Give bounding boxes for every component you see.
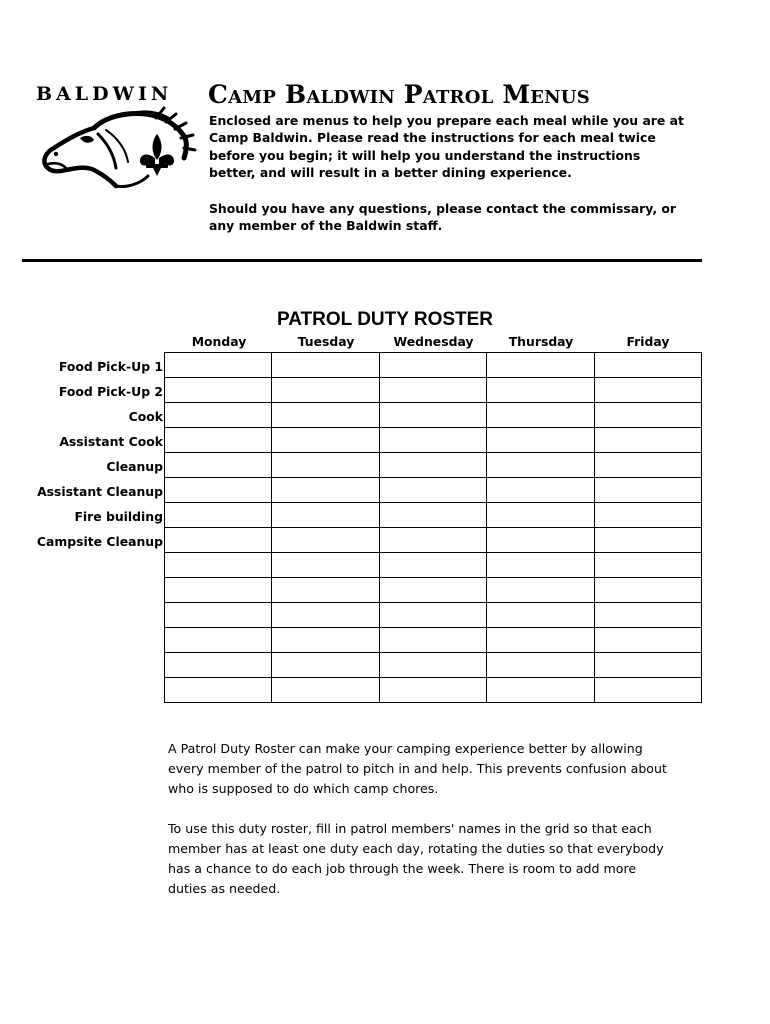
roster-cell-friday[interactable]: [594, 403, 701, 428]
roster-cell-monday[interactable]: [165, 678, 272, 703]
roster-cell-wednesday[interactable]: [379, 603, 486, 628]
day-header-monday: Monday: [191, 334, 247, 349]
roster-row: [165, 378, 702, 403]
roster-cell-friday[interactable]: [594, 503, 701, 528]
roster-cell-friday[interactable]: [594, 528, 701, 553]
roster-cell-friday[interactable]: [594, 653, 701, 678]
day-header-friday: Friday: [626, 334, 670, 349]
roster-cell-monday[interactable]: [165, 453, 272, 478]
roster-cell-monday[interactable]: [165, 578, 272, 603]
duty-label: Fire building: [74, 509, 163, 524]
roster-cell-friday[interactable]: [594, 578, 701, 603]
roster-cell-thursday[interactable]: [487, 653, 594, 678]
roster-cell-friday[interactable]: [594, 453, 701, 478]
roster-cell-thursday[interactable]: [487, 378, 594, 403]
roster-instructions: [168, 739, 668, 899]
roster-cell-monday[interactable]: [165, 553, 272, 578]
roster-cell-wednesday[interactable]: [379, 378, 486, 403]
roster-cell-monday[interactable]: [165, 353, 272, 378]
roster-cell-friday[interactable]: [594, 428, 701, 453]
horse-head-icon: [44, 108, 195, 187]
duty-label: Cleanup: [106, 459, 163, 474]
fleur-de-lis-icon: [140, 134, 174, 176]
roster-cell-friday[interactable]: [594, 603, 701, 628]
roster-cell-wednesday[interactable]: [379, 478, 486, 503]
roster-cell-wednesday[interactable]: [379, 653, 486, 678]
intro-paragraph: Should you have any questions, please contact the commissary, or any member of the Baldwin staff.: [209, 201, 677, 234]
roster-cell-thursday[interactable]: [487, 428, 594, 453]
roster-cell-thursday[interactable]: [487, 403, 594, 428]
roster-cell-thursday[interactable]: [487, 553, 594, 578]
roster-cell-thursday[interactable]: [487, 478, 594, 503]
roster-cell-monday[interactable]: [165, 528, 272, 553]
instructions-paragraph: To use this duty roster, fill in patrol members' names in the grid so that each member has at least one duty each day, rotating the duties so that everybody has a chance to do each job through the week. There is room to add more duties as needed.: [168, 821, 664, 896]
logo-wordmark: BALDWIN: [36, 83, 173, 105]
roster-cell-wednesday[interactable]: [379, 528, 486, 553]
roster-cell-wednesday[interactable]: [379, 678, 486, 703]
roster-row: [165, 403, 702, 428]
roster-cell-tuesday[interactable]: [272, 528, 379, 553]
roster-cell-wednesday[interactable]: [379, 428, 486, 453]
roster-cell-tuesday[interactable]: [272, 628, 379, 653]
roster-cell-thursday[interactable]: [487, 353, 594, 378]
roster-cell-tuesday[interactable]: [272, 578, 379, 603]
duty-label: Campsite Cleanup: [36, 534, 163, 549]
intro-paragraph: Enclosed are menus to help you prepare each meal while you are at Camp Baldwin. Please read the instructions for each meal twice before you begin; it will help you understand the instructions better, and will result in a better dining experience.: [209, 113, 684, 180]
roster-row: [165, 553, 702, 578]
roster-cell-wednesday[interactable]: [379, 628, 486, 653]
roster-cell-tuesday[interactable]: [272, 353, 379, 378]
day-header-thursday: Thursday: [508, 334, 574, 349]
roster-cell-tuesday[interactable]: [272, 503, 379, 528]
roster-cell-tuesday[interactable]: [272, 453, 379, 478]
roster-cell-thursday[interactable]: [487, 528, 594, 553]
roster-cell-tuesday[interactable]: [272, 653, 379, 678]
roster-cell-wednesday[interactable]: [379, 453, 486, 478]
duty-label: Food Pick-Up 2: [58, 384, 163, 399]
roster-row: [165, 678, 702, 703]
day-header-tuesday: Tuesday: [297, 334, 355, 349]
duty-label: Assistant Cleanup: [37, 484, 163, 499]
roster-cell-thursday[interactable]: [487, 678, 594, 703]
roster-cell-tuesday[interactable]: [272, 403, 379, 428]
roster-cell-monday[interactable]: [165, 378, 272, 403]
roster-cell-thursday[interactable]: [487, 503, 594, 528]
roster-cell-tuesday[interactable]: [272, 428, 379, 453]
roster-cell-friday[interactable]: [594, 378, 701, 403]
roster-cell-monday[interactable]: [165, 603, 272, 628]
page-title: Camp Baldwin Patrol Menus: [208, 80, 590, 109]
duty-roster-grid: [164, 352, 702, 703]
roster-cell-friday[interactable]: [594, 353, 701, 378]
roster-row: [165, 578, 702, 603]
roster-cell-tuesday[interactable]: [272, 678, 379, 703]
roster-cell-friday[interactable]: [594, 478, 701, 503]
roster-cell-friday[interactable]: [594, 678, 701, 703]
roster-row: [165, 653, 702, 678]
roster-cell-monday[interactable]: [165, 403, 272, 428]
roster-cell-wednesday[interactable]: [379, 503, 486, 528]
roster-cell-tuesday[interactable]: [272, 378, 379, 403]
roster-cell-tuesday[interactable]: [272, 603, 379, 628]
roster-cell-tuesday[interactable]: [272, 553, 379, 578]
roster-cell-thursday[interactable]: [487, 628, 594, 653]
intro-text: [209, 112, 689, 235]
roster-cell-friday[interactable]: [594, 553, 701, 578]
roster-row: [165, 353, 702, 378]
duty-label: Cook: [128, 409, 163, 424]
roster-row: [165, 453, 702, 478]
roster-row: [165, 503, 702, 528]
roster-row: [165, 428, 702, 453]
roster-cell-friday[interactable]: [594, 628, 701, 653]
roster-cell-wednesday[interactable]: [379, 353, 486, 378]
instructions-paragraph: A Patrol Duty Roster can make your camping experience better by allowing every member of the patrol to pitch in and help. This prevents confusion about who is supposed to do which camp chores.: [168, 741, 667, 796]
roster-cell-monday[interactable]: [165, 478, 272, 503]
roster-cell-monday[interactable]: [165, 503, 272, 528]
camp-baldwin-logo: [36, 83, 196, 215]
section-divider: [22, 259, 702, 262]
roster-cell-tuesday[interactable]: [272, 478, 379, 503]
roster-cell-thursday[interactable]: [487, 453, 594, 478]
day-header-wednesday: Wednesday: [393, 334, 474, 349]
roster-row: [165, 628, 702, 653]
roster-row: [165, 603, 702, 628]
duty-label: Food Pick-Up 1: [58, 359, 163, 374]
roster-cell-wednesday[interactable]: [379, 578, 486, 603]
roster-cell-thursday[interactable]: [487, 578, 594, 603]
roster-cell-monday[interactable]: [165, 653, 272, 678]
roster-cell-monday[interactable]: [165, 628, 272, 653]
roster-cell-wednesday[interactable]: [379, 553, 486, 578]
duty-label: Assistant Cook: [59, 434, 163, 449]
roster-title: PATROL DUTY ROSTER: [276, 309, 494, 330]
roster-row: [165, 478, 702, 503]
roster-cell-thursday[interactable]: [487, 603, 594, 628]
roster-cell-wednesday[interactable]: [379, 403, 486, 428]
roster-cell-monday[interactable]: [165, 428, 272, 453]
roster-row: [165, 528, 702, 553]
